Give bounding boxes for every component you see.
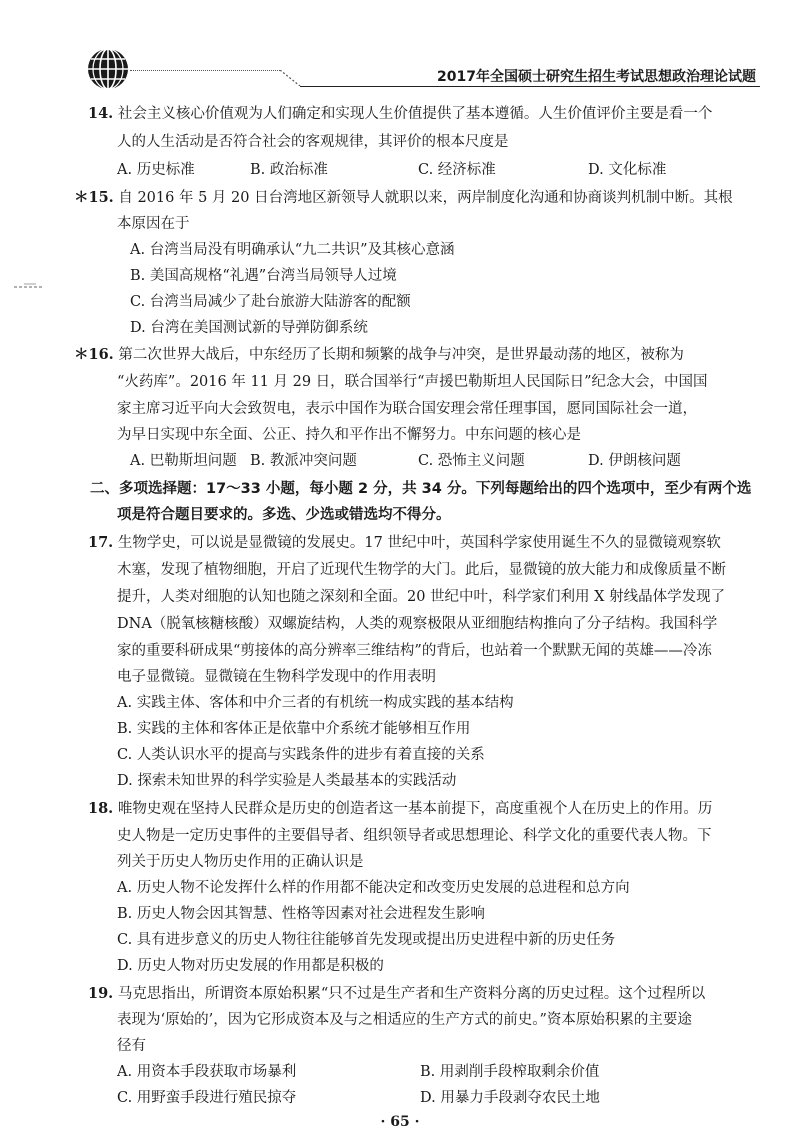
question-number: 19. — [88, 985, 114, 1002]
header-title: 2017年全国硕士研究生招生考试思想政治理论试题 — [437, 69, 756, 85]
margin-mark — [14, 282, 48, 292]
option-d: D. 探索未知世界的科学实验是人类最基本的实践活动 — [117, 773, 457, 789]
globe-icon — [86, 47, 130, 91]
question-number: 14. — [88, 105, 114, 122]
option-c: C. 经济标准 — [418, 162, 496, 178]
option-d: D. 文化标准 — [588, 162, 667, 178]
question-17-line-2: 木塞，发现了植物细胞，开启了近现代生物学的大门。此后，显微镜的放大能力和成像质量不断 — [117, 562, 726, 578]
question-stem: 自 2016 年 5 月 20 日台湾地区新领导人就职以来，两岸制度化沟通和协商谈判机制中断。其根 — [118, 190, 733, 206]
option-d: D. 历史人物对历史发展的作用都是积极的 — [117, 958, 384, 974]
question-14-line-1 — [88, 104, 712, 124]
question-stem: 社会主义核心价值观为人们确定和实现人生价值提供了基本遵循。人生价值评价主要是看一个 — [117, 106, 713, 122]
option-b: B. 实践的主体和客体正是依靠中介系统才能够相互作用 — [117, 721, 471, 737]
question-15-line-1 — [74, 188, 733, 208]
option-a: A. 历史标准 — [117, 162, 195, 178]
question-stem: 马克思指出，所谓资本原始积累“只不过是生产者和生产资料分离的历史过程。这个过程所以 — [117, 986, 706, 1002]
option-a: A. 用资本手段获取市场暴利 — [117, 1064, 297, 1080]
question-18-line-2: 史人物是一定历史事件的主要倡导者、组织领导者或思想理论、科学文化的重要代表人物。下 — [117, 828, 712, 844]
question-16-line-3: 家主席习近平向大会致贺电，表示中国作为联合国安理会常任理事国，愿同国际社会一道， — [117, 401, 697, 417]
question-stem: 第二次世界大战后，中东经历了长期和频繁的战争与冲突，是世界最动荡的地区，被称为 — [118, 347, 684, 363]
option-c: C. 台湾当局减少了赴台旅游大陆游客的配额 — [130, 294, 411, 310]
question-19-line-2: 表现为‘原始的’，因为它形成资本及与之相适应的生产方式的前史。”资本原始积累的主要途 — [117, 1012, 692, 1028]
option-a: A. 巴勒斯坦问题 — [130, 453, 237, 469]
question-number: 18. — [88, 800, 114, 817]
option-c: C. 用野蛮手段进行殖民掠夺 — [117, 1090, 297, 1106]
question-16-line-1 — [74, 345, 684, 365]
question-14-line-2: 人的人生活动是否符合社会的客观规律，其评价的根本尺度是 — [117, 134, 509, 150]
option-d: D. 伊朗核问题 — [588, 453, 681, 469]
option-b: B. 历史人物会因其智慧、性格等因素对社会进程发生影响 — [117, 906, 485, 922]
option-d: D. 台湾在美国测试新的导弹防御系统 — [130, 320, 368, 336]
question-number: ＊15. — [74, 189, 114, 206]
option-a: A. 实践主体、客体和中介三者的有机统一构成实践的基本结构 — [117, 695, 514, 711]
question-number: 17. — [88, 534, 114, 551]
question-19-line-1 — [88, 984, 705, 1004]
question-17-line-5: 家的重要科研成果“剪接体的高分辨率三维结构”的背后，也站着一个默默无闻的英雄——冷冻 — [117, 643, 712, 659]
header-rule — [300, 86, 760, 87]
question-17-line-3: 提升，人类对细胞的认知也随之深刻和全面。20 世纪中叶，科学家们利用 X 射线晶体学发现了 — [117, 589, 726, 605]
question-16-line-2: “火药库”。2016 年 11 月 29 日，联合国举行“声援巴勒斯坦人民国际日”纪念大会，中国国 — [117, 374, 708, 390]
option-a: A. 历史人物不论发挥什么样的作用都不能决定和改变历史发展的总进程和总方向 — [117, 880, 630, 896]
question-stem: 生物学史，可以说是显微镜的发展史。17 世纪中叶，英国科学家使用诞生不久的显微镜观察软 — [117, 535, 721, 551]
header-rule-connector — [280, 70, 302, 86]
option-c: C. 恐怖主义问题 — [418, 453, 525, 469]
question-number: ＊16. — [74, 346, 114, 363]
option-b: B. 用剥削手段榨取剩余价值 — [420, 1064, 600, 1080]
question-17-line-1 — [88, 533, 721, 553]
question-15-line-2: 本原因在于 — [117, 216, 190, 232]
option-b: B. 美国高规格“礼遇”台湾当局领导人过境 — [130, 268, 397, 284]
question-17-line-6: 电子显微镜。显微镜在生物科学发现中的作用表明 — [117, 669, 436, 685]
section-heading-line-1: 二、多项选择题：17～33 小题，每小题 2 分，共 34 分。下列每题给出的四个选项中，至少有两个选 — [90, 481, 752, 497]
section-heading-line-2: 项是符合题目要求的。多选、少选或错选均不得分。 — [117, 507, 451, 523]
option-b: B. 政治标准 — [250, 162, 328, 178]
option-b: B. 教派冲突问题 — [250, 453, 357, 469]
option-c: C. 人类认识水平的提高与实践条件的进步有着直接的关系 — [117, 747, 485, 763]
header-dotted-rule — [130, 70, 280, 71]
question-19-line-3: 径有 — [117, 1038, 146, 1054]
page-number: · 65 · — [380, 1114, 420, 1130]
question-17-line-4: DNA（脱氧核糖核酸）双螺旋结构，人类的观察极限从亚细胞结构推向了分子结构。我国科学 — [117, 616, 718, 632]
question-stem: 唯物史观在坚持人民群众是历史的创造者这一基本前提下，高度重视个人在历史上的作用。历 — [117, 801, 713, 817]
option-a: A. 台湾当局没有明确承认“九二共识”及其核心意涵 — [130, 242, 455, 258]
option-c: C. 具有进步意义的历史人物往往能够首先发现或提出历史进程中新的历史任务 — [117, 932, 616, 948]
question-16-line-4: 为早日实现中东全面、公正、持久和平作出不懈努力。中东问题的核心是 — [117, 427, 581, 443]
question-18-line-1 — [88, 799, 712, 819]
question-18-line-3: 列关于历史人物历史作用的正确认识是 — [117, 854, 364, 870]
option-d: D. 用暴力手段剥夺农民土地 — [420, 1090, 600, 1106]
